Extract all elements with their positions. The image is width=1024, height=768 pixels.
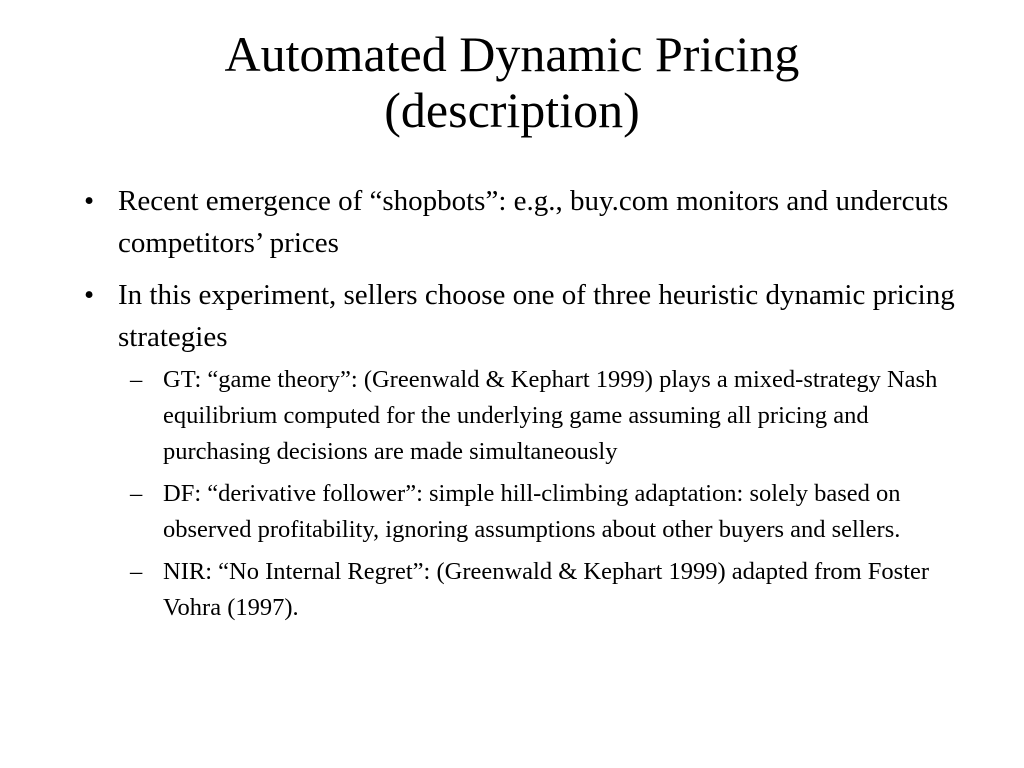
sub-bullet-item-gt xyxy=(118,362,956,470)
slide-title-line-1: Automated Dynamic Pricing xyxy=(224,26,800,82)
bullet-list xyxy=(76,180,956,636)
sub-bullet-item-nir xyxy=(118,554,956,626)
bullet-text: Recent emergence of “shopbots”: e.g., buy.com monitors and undercuts competitors’ prices xyxy=(118,185,949,259)
sub-bullet-marker: – xyxy=(130,480,143,507)
bullet-text: In this experiment, sellers choose one of three heuristic dynamic pricing strategies xyxy=(118,279,955,353)
sub-bullet-text: DF: “derivative follower”: simple hill-climbing adaptation: solely based on observed profitability, ignoring assumptions about other buyers and sellers. xyxy=(163,480,901,543)
sub-bullet-text: GT: “game theory”: (Greenwald & Kephart 1999) plays a mixed-strategy Nash equilibrium computed for the underlying game assuming all pricing and purchasing decisions are made simultaneously xyxy=(163,366,938,465)
sub-bullet-marker: – xyxy=(130,366,143,393)
bullet-item-experiment xyxy=(76,274,956,626)
slide-title xyxy=(0,26,1024,138)
sub-bullet-text: NIR: “No Internal Regret”: (Greenwald & Kephart 1999) adapted from Foster Vohra (1997). xyxy=(163,558,930,621)
bullet-item-shopbots xyxy=(76,180,956,264)
slide-title-line-2: (description) xyxy=(384,82,640,138)
sub-bullet-item-df xyxy=(118,476,956,548)
sub-bullet-list xyxy=(118,362,956,626)
bullet-marker: • xyxy=(84,279,95,311)
bullet-marker: • xyxy=(84,185,95,217)
sub-bullet-marker: – xyxy=(130,558,143,585)
